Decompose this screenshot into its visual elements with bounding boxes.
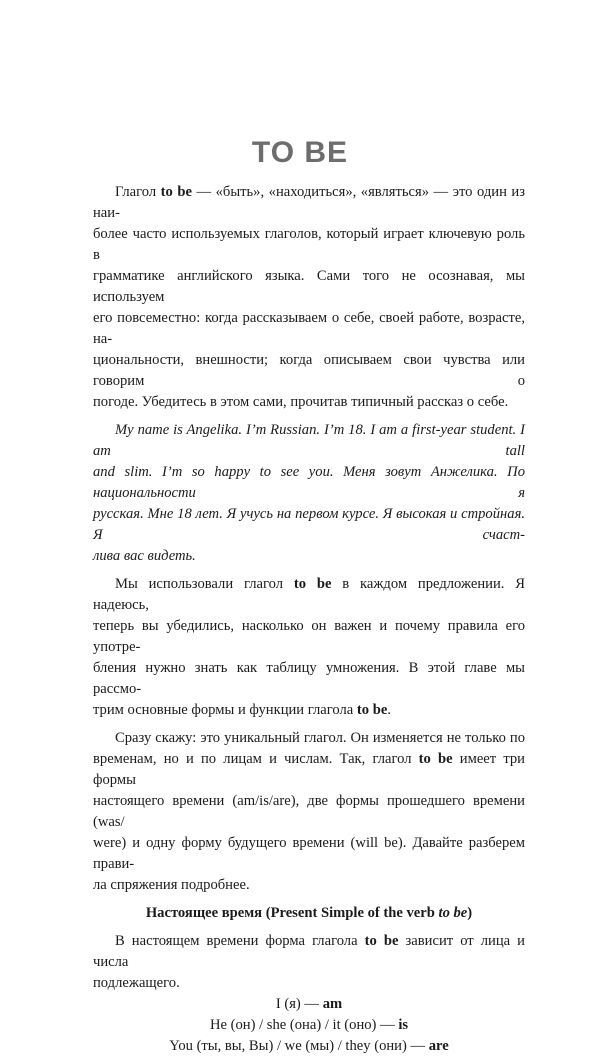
text-line: более часто используемых глаголов, который играет ключевую роль в xyxy=(93,226,525,263)
text-line: теперь вы убедились, насколько он важен и почему правила его употре- xyxy=(93,618,525,655)
text-line: ла спряжения подробнее. xyxy=(93,877,250,893)
text-line: лива вас видеть. xyxy=(93,548,196,564)
present-paragraph xyxy=(93,931,525,994)
bold-term: am xyxy=(322,996,343,1012)
bold-term: to be xyxy=(418,751,453,767)
text-line: трим основные формы и функции глагола to be. xyxy=(93,702,391,718)
text-line: погоде. Убедитесь в этом сами, прочитав типичный рассказ о себе. xyxy=(93,394,509,410)
text-line: грамматике английского языка. Сами того не осознавая, мы используем xyxy=(93,268,525,305)
conjugation-line: You (ты, вы, Вы) / we (мы) / they (они) — are xyxy=(169,1038,449,1054)
forms-paragraph xyxy=(93,728,525,896)
page-title: TO BE xyxy=(251,136,349,169)
text-line: В настоящем времени форма глагола to be зависит от лица и числа xyxy=(93,933,525,970)
bold-term: are xyxy=(428,1038,449,1054)
text-line: бления нужно знать как таблицу умножения. В этой главе мы рассмо- xyxy=(93,660,525,697)
text-line: Мы использовали глагол to be в каждом предложении. Я надеюсь, xyxy=(93,576,525,613)
bold-term: to be xyxy=(356,702,388,718)
text-line: Глагол to be — «быть», «находиться», «являться» — это один из наи- xyxy=(93,184,526,221)
conjugation-line: He (он) / she (она) / it (оно) — is xyxy=(209,1017,409,1033)
text-line: подлежащего. xyxy=(93,975,180,991)
bold-term: is xyxy=(398,1017,409,1033)
bold-term: to be xyxy=(160,184,192,200)
text-line: were) и одну форму будущего времени (will be). Давайте разберем прави- xyxy=(93,835,525,872)
text-line: настоящего времени (am/is/are), две формы прошедшего времени (was/ xyxy=(93,793,525,830)
text-line: циональности, внешности; когда описываем свои чувства или говорим о xyxy=(93,352,525,389)
conjugation-line: I (я) — am xyxy=(275,996,343,1012)
text-line: My name is Angelika. I’m Russian. I’m 18. I am a first-year student. I am tall xyxy=(93,422,525,459)
example-paragraph xyxy=(93,420,525,567)
text-line: временам, но и по лицам и числам. Так, глагол to be имеет три формы xyxy=(93,751,525,788)
text-body xyxy=(93,182,525,1057)
bold-italic-term: to be xyxy=(438,905,468,921)
text-line: русская. Мне 18 лет. Я учусь на первом курсе. Я высокая и стройная. Я счаст- xyxy=(93,506,525,543)
intro-paragraph xyxy=(93,182,525,413)
bold-term: to be xyxy=(364,933,399,949)
usage-paragraph xyxy=(93,574,525,721)
bold-term: to be xyxy=(293,576,332,592)
text-line: его повсеместно: когда рассказываем о себе, своей работе, возрасте, на- xyxy=(93,310,525,347)
text-line: and slim. I’m so happy to see you. Меня зовут Анжелика. По национальности я xyxy=(93,464,525,501)
text-line: Сразу скажу: это уникальный глагол. Он изменяется не только по xyxy=(115,730,525,746)
section-heading: Настоящее время (Present Simple of the verb to be) xyxy=(145,905,473,921)
conjugation-list xyxy=(93,994,525,1057)
